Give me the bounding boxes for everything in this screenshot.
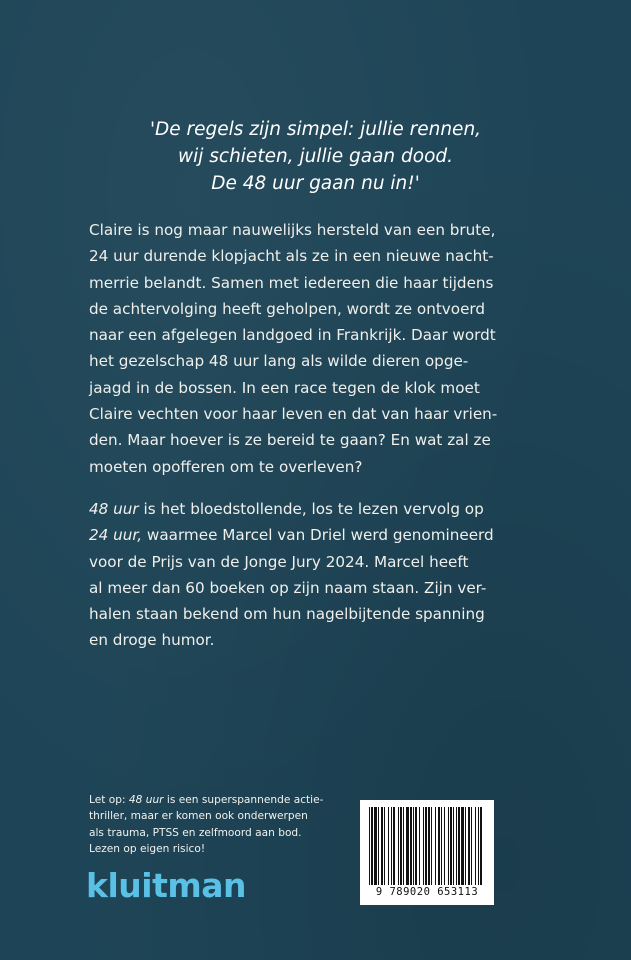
- barcode-bar: [425, 807, 427, 885]
- quote-line: 'De regels zijn simpel: jullie rennen,: [149, 119, 482, 140]
- blurb-paragraph: [89, 217, 549, 480]
- barcode-bar: [381, 807, 383, 885]
- barcode-bars: [367, 807, 487, 887]
- author-line: [89, 496, 549, 522]
- barcode-bar: [398, 807, 399, 885]
- barcode-bar: [400, 807, 402, 885]
- blurb-line: naar een afgelegen landgoed in Frankrijk. Daar wordt: [89, 326, 496, 345]
- barcode-bar: [428, 807, 430, 885]
- barcode-bar: [458, 807, 460, 885]
- quote-line: De 48 uur gaan nu in!': [211, 173, 420, 194]
- barcode-bar: [448, 807, 449, 885]
- barcode-bar: [415, 807, 417, 885]
- blurb-line: Claire is nog maar nauwelijks hersteld van een brute,: [89, 221, 496, 239]
- blurb-line: merrie belandt. Samen met iedereen die haar tijdens: [89, 273, 494, 292]
- author-line: al meer dan 60 boeken op zijn naam staan. Zijn ver-: [89, 578, 487, 597]
- blurb-line: den. Maar hoever is ze bereid te gaan? En wat zal ze: [89, 431, 491, 450]
- blurb-line: 24 uur durende klopjacht als ze in een nieuwe nacht-: [89, 247, 494, 266]
- cover-quote: [60, 116, 571, 197]
- barcode-bar: [450, 807, 452, 885]
- barcode-bar: [384, 807, 385, 885]
- content-warning: [89, 792, 359, 857]
- warning-line: thriller, maar er komen ook onderwerpen: [89, 810, 308, 823]
- barcode-bar: [441, 807, 442, 885]
- isbn-number: 9 789020 653113: [375, 886, 479, 898]
- book-title: 48 uur: [89, 500, 139, 518]
- warning-line: Lezen op eigen risico!: [89, 842, 206, 855]
- barcode-bar: [393, 807, 395, 885]
- barcode-bar: [456, 807, 457, 885]
- barcode-bar: [444, 807, 445, 885]
- blurb-line: de achtervolging heeft geholpen, wordt ze ontvoerd: [89, 299, 486, 318]
- barcode-bar: [435, 807, 436, 885]
- barcode-bar: [371, 807, 373, 885]
- barcode-bar: [465, 807, 466, 885]
- warning-line: [89, 792, 359, 808]
- barcode-bar: [431, 807, 432, 885]
- author-line: halen staan bekend om hun nagelbijtende spanning: [89, 605, 485, 624]
- warning-line: als trauma, PTSS en zelfmoord aan bod.: [89, 826, 302, 839]
- barcode-bar: [413, 807, 414, 885]
- barcode-bar: [453, 807, 454, 885]
- previous-book-title: 24 uur,: [89, 526, 143, 545]
- barcode-bar: [471, 807, 472, 885]
- barcode-bar: [478, 807, 479, 885]
- barcode-bar: [475, 807, 476, 885]
- author-line: [89, 522, 549, 548]
- publisher-logo: kluitman: [86, 866, 246, 905]
- blurb-line: Claire vechten voor haar leven en dat van haar vrien-: [89, 405, 498, 424]
- blurb-line: moeten opofferen om te overleven?: [89, 457, 363, 476]
- barcode-bar: [480, 807, 482, 885]
- book-title: 48 uur: [128, 794, 164, 806]
- barcode-bar: [369, 807, 370, 885]
- author-line-text: waarmee Marcel van Driel werd genomineerd: [142, 526, 494, 545]
- blurb-line: het gezelschap 48 uur lang als wilde dieren opge-: [89, 352, 469, 371]
- warning-prefix: Let op:: [89, 794, 129, 806]
- barcode-bar: [423, 807, 424, 885]
- blurb-line: jaagd in de bossen. In een race tegen de klok moet: [89, 378, 480, 397]
- barcode-bar: [391, 807, 392, 885]
- barcode-bar: [410, 807, 412, 885]
- author-paragraph: [89, 496, 549, 654]
- barcode-bar: [438, 807, 440, 885]
- author-line-text: is het bloedstollende, los te lezen vervolg op: [138, 500, 484, 518]
- barcode-bar: [388, 807, 389, 885]
- barcode: [360, 800, 494, 905]
- barcode-bar: [468, 807, 470, 885]
- quote-line: wij schieten, jullie gaan dood.: [177, 146, 454, 167]
- barcode-bar: [378, 807, 379, 885]
- barcode-bar: [374, 807, 377, 885]
- barcode-bar: [406, 807, 409, 885]
- barcode-bar: [461, 807, 464, 885]
- author-line: voor de Prijs van de Jonge Jury 2024. Marcel heeft: [89, 552, 469, 571]
- barcode-bar: [419, 807, 420, 885]
- barcode-bar: [403, 807, 404, 885]
- warning-line-text: is een superspannende actie-: [163, 794, 324, 806]
- author-line: en droge humor.: [89, 631, 215, 650]
